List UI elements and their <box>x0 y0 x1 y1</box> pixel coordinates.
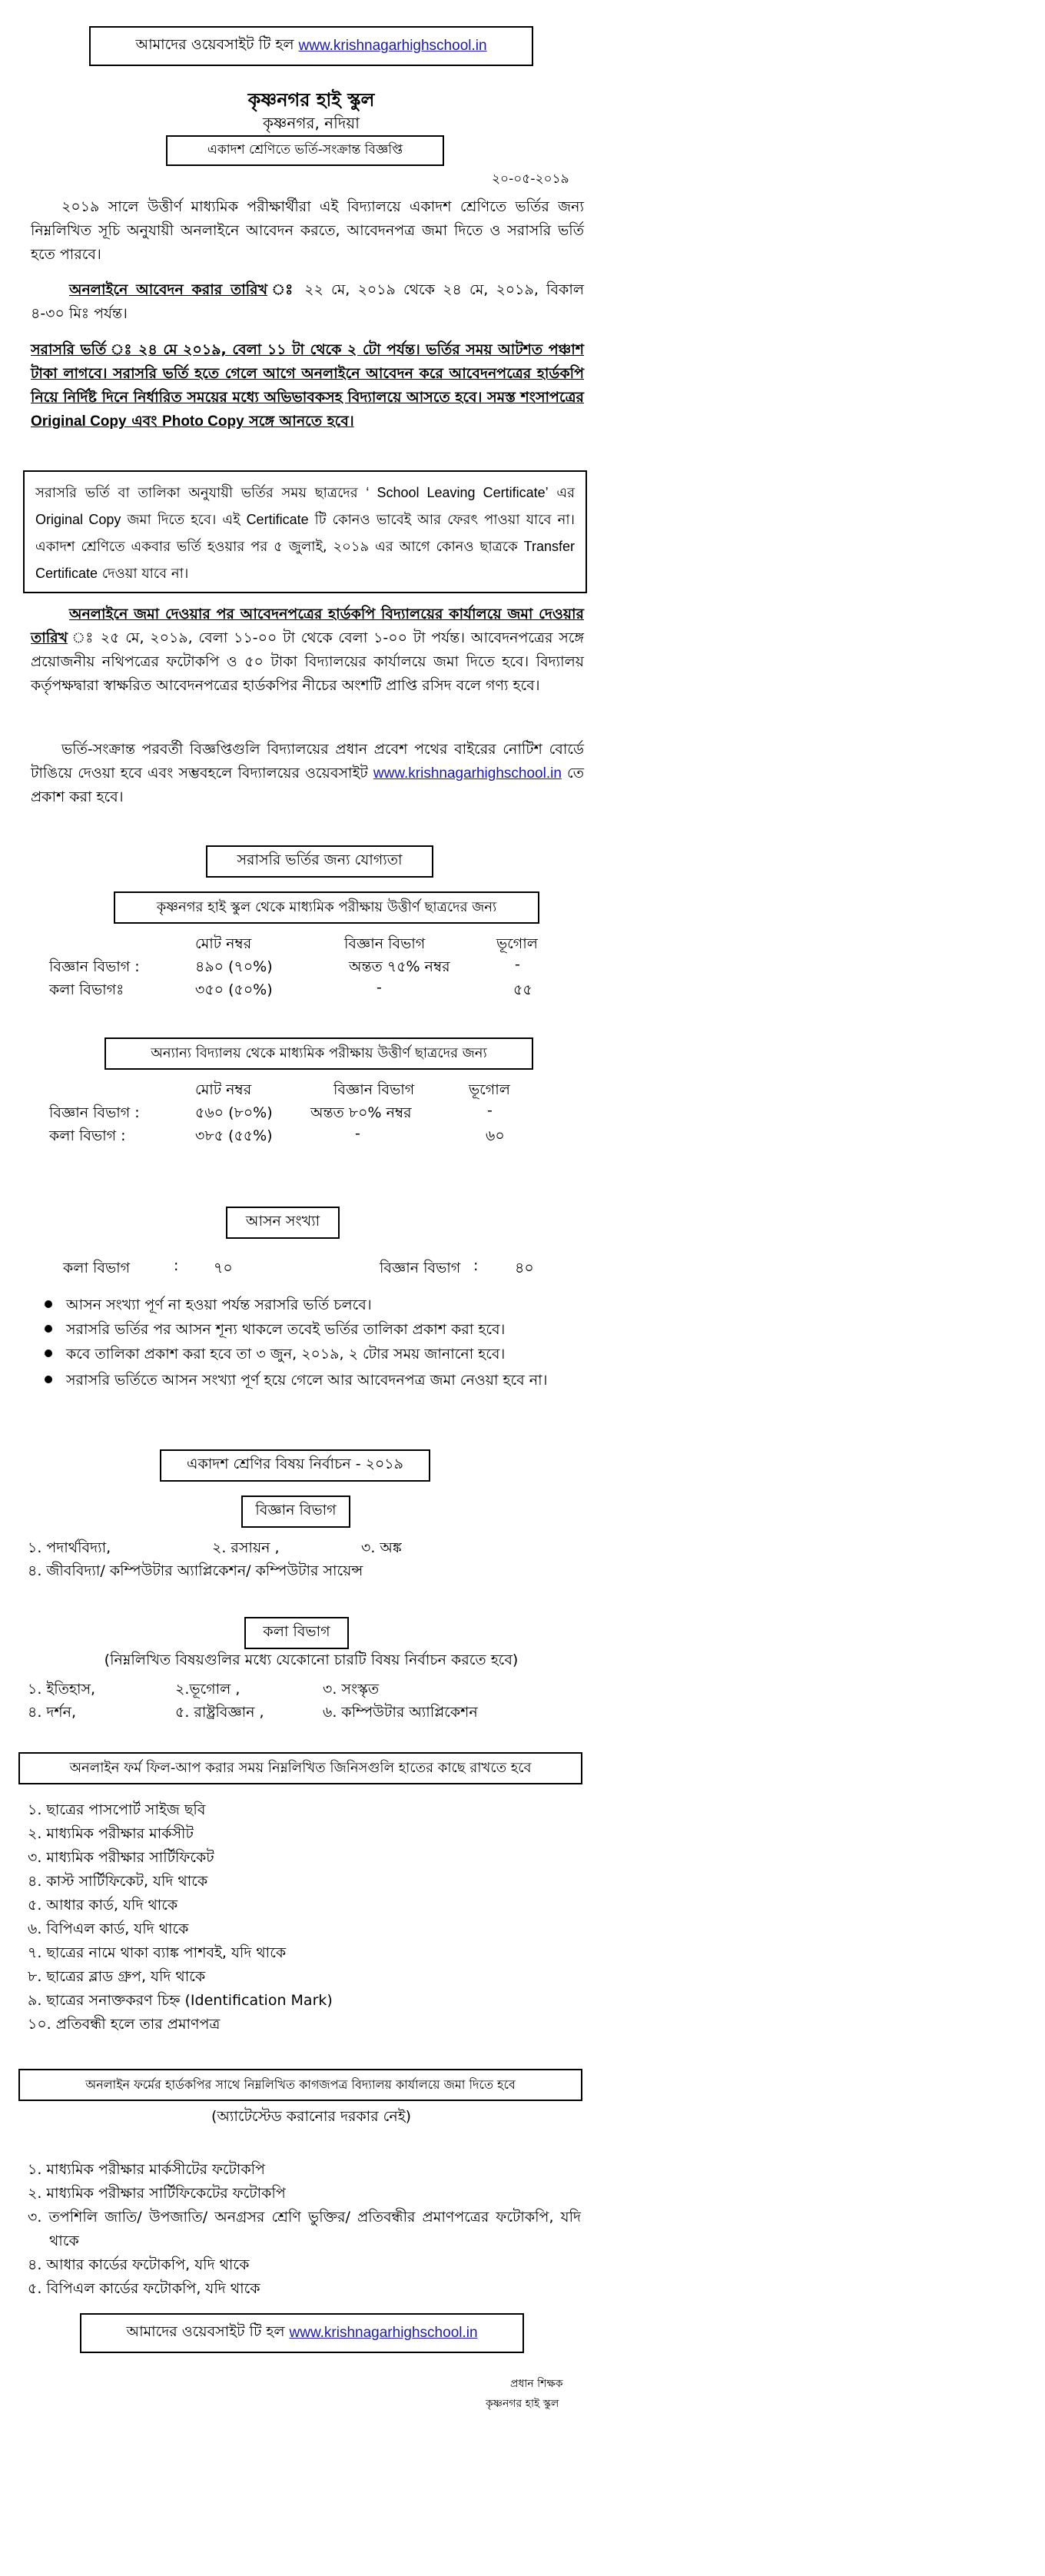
list-item: ৬. বিপিএল কার্ড, যদি থাকে <box>28 1920 189 1937</box>
arts-subject: ২.ভূগোল , <box>175 1681 241 1698</box>
boxed-notice <box>23 470 587 593</box>
list-item: ২. মাধ্যমিক পরীক্ষার সার্টিফিকেটের ফটোকপি <box>28 2185 286 2202</box>
other-row-total: ৫৬০ (৮০%) <box>195 1104 273 1121</box>
direct-admission-and: এবং <box>131 413 158 430</box>
own-header-geo: ভূগোল <box>496 935 538 952</box>
own-row-geo: ৫৫ <box>513 981 532 998</box>
other-row-geo: - <box>487 1102 493 1119</box>
intro-paragraph: ২০১৯ সালে উত্তীর্ণ মাধ্যমিক পরীক্ষার্থীরা এই বিদ্যালয়ে একাদশ শ্রেণিতে ভর্তির জন্য নিম্নলিখিত সূচি অনুযায়ী অনলাইনে আবেদন করতে, আবেদনপত্র জমা দিতে ও সরাসরি ভর্তি হতে পারবে। <box>31 198 584 263</box>
hardcopy-paragraph <box>31 603 584 698</box>
website-banner-bottom <box>80 2313 524 2353</box>
own-row-label: বিজ্ঞান বিভাগ : <box>49 958 140 975</box>
documents-title: অনলাইন ফর্মের হার্ডকপির সাথে নিম্নলিখিত কাগজপত্র বিদ্যালয় কার্যালয়ে জমা দিতে হবে <box>18 2069 582 2101</box>
other-row-label: বিজ্ঞান বিভাগ : <box>49 1104 140 1121</box>
list-item: ৪. আধার কার্ডের ফটোকপি, যদি থাকে <box>28 2256 250 2273</box>
own-row-science: - <box>377 979 382 996</box>
own-school-title: কৃষ্ণনগর হাই স্কুল থেকে মাধ্যমিক পরীক্ষায় উত্তীর্ণ ছাত্রদের জন্য <box>114 891 539 924</box>
list-item: ৪. কাস্ট সার্টিফিকেট, যদি থাকে <box>28 1873 208 1890</box>
seats-arts-label: কলা বিভাগ <box>63 1260 131 1276</box>
website-prefix: আমাদের ওয়েবসাইট টি হল <box>135 36 294 53</box>
website-link[interactable]: www.krishnagarhighschool.in <box>298 38 487 54</box>
seats-science-colon: : <box>473 1257 479 1274</box>
other-header-total: মোট নম্বর <box>195 1081 252 1098</box>
boxed-notice-p1: সরাসরি ভর্তি বা তালিকা অনুযায়ী ভর্তির সময় ছাত্রদের <box>35 485 358 501</box>
arts-subject: ৪. দর্শন, <box>28 1704 77 1721</box>
signature-title: প্রধান শিক্ষক <box>510 2378 563 2390</box>
other-row-science: - <box>355 1125 360 1142</box>
list-item: ৩. মাধ্যমিক পরীক্ষার সার্টিফিকেট <box>28 1849 214 1866</box>
subsequent-text: ভর্তি-সংক্রান্ত পরবর্তী বিজ্ঞপ্তিগুলি বিদ্যালয়ের প্রধান প্রবেশ পথের বাইরের নোটিশ বোর্ডে টাঙিয়ে দেওয়া হবে এবং সম্ভবহলে বিদ্যালয়ের ওয়েবসাইট <box>31 741 584 782</box>
own-row-total: ৩৫০ (৫০%) <box>195 981 273 998</box>
other-header-science: বিজ্ঞান বিভাগ <box>333 1081 415 1098</box>
science-subject: ২. রসায়ন , <box>212 1539 280 1556</box>
boxed-notice-orig: Original Copy <box>35 512 121 527</box>
own-header-science: বিজ্ঞান বিভাগ <box>344 935 426 952</box>
bullet-dot-icon <box>45 1325 52 1333</box>
bullet-dot-icon <box>45 1300 52 1308</box>
list-item: ১০. প্রতিবন্ধী হলে তার প্রমাণপত্র <box>28 2016 221 2033</box>
seat-bullet: কবে তালিকা প্রকাশ করা হবে তা ৩ জুন, ২০১৯, ২ টোর সময় জানানো হবে। <box>45 1343 505 1368</box>
direct-admission-paragraph <box>31 338 584 433</box>
direct-admission-text: সরাসরি ভর্তি ঃ ২৪ মে ২০১৯, বেলা ১১ টা থেকে ২ টো পর্যন্ত। ভর্তির সময় আটশত পঞ্চাশ টাকা লাগবে। সরাসরি ভর্তি হতে গেলে আগে অনলাইনে আবেদন করে আবেদনপত্রের হার্ডকপি নিয়ে নির্দিষ্ট দিনে নির্ধারিত সময়ের মধ্যে অভিভাবকসহ বিদ্যালয়ে আসতে হবে। সমস্ত শংসাপত্রের <box>31 341 584 406</box>
list-item: ৫. আধার কার্ড, যদি থাকে <box>28 1897 178 1914</box>
other-row-science: অন্তত ৮০% নম্বর <box>310 1104 412 1121</box>
seat-bullet: সরাসরি ভর্তির পর আসন শূন্য থাকলে তবেই ভর্তির তালিকা প্রকাশ করা হবে। <box>45 1319 505 1343</box>
online-apply-label: অনলাইনে আবেদন করার তারিখ <box>69 281 268 298</box>
science-subject: ১. পদার্থবিদ্যা, <box>28 1539 111 1556</box>
bullet-dot-icon <box>45 1349 52 1357</box>
seats-science-label: বিজ্ঞান বিভাগ <box>380 1260 461 1276</box>
form-fill-list <box>28 1798 333 2037</box>
science-subject-line2: ৪. জীববিদ্যা/ কম্পিউটার অ্যাপ্লিকেশন/ কম্পিউটার সায়েন্স <box>28 1562 363 1579</box>
other-row-total: ৩৮৫ (৫৫%) <box>195 1127 273 1144</box>
school-name: কৃষ্ণনগর হাই স্কুল <box>247 89 375 111</box>
boxed-notice-p5: দেওয়া যাবে না। <box>101 566 189 582</box>
other-row-label: কলা বিভাগ : <box>49 1127 126 1144</box>
own-row-science: অন্তত ৭৫% নম্বর <box>349 958 450 975</box>
boxed-notice-p4: টি কোনও ভাবেই আর ফেরৎ পাওয়া যাবে না। একাদশ শ্রেণিতে একবার ভর্তি হওয়ার পর ৫ জুলাই, ২০১৯ এর আগে কোনও ছাত্রকে <box>35 512 575 555</box>
seats-arts-colon: : <box>174 1257 179 1274</box>
school-location: কৃষ্ণনগর, নদিয়া <box>263 114 360 132</box>
own-row-label: কলা বিভাগঃ <box>49 981 124 998</box>
subsequent-link[interactable]: www.krishnagarhighschool.in <box>373 765 562 782</box>
direct-admission-photo: Photo Copy <box>162 413 244 430</box>
online-apply-colon: ঃ <box>267 281 305 298</box>
form-fill-title: অনলাইন ফর্ম ফিল-আপ করার সময় নিম্নলিখিত জিনিসগুলি হাতের কাছে রাখতে হবে <box>18 1752 582 1784</box>
list-item: ১. মাধ্যমিক পরীক্ষার মার্কসীটের ফটোকপি <box>28 2161 265 2178</box>
arts-dept-note: (নিম্নলিখিত বিষয়গুলির মধ্যে যেকোনো চারটি বিষয় নির্বাচন করতে হবে) <box>104 1651 519 1668</box>
list-item: ১. ছাত্রের পাসপোর্ট সাইজ ছবি <box>28 1801 206 1818</box>
own-header-total: মোট নম্বর <box>195 935 252 952</box>
documents-note: (অ্যাটেস্টেড করানোর দরকার নেই) <box>211 2108 412 2125</box>
website-link[interactable]: www.krishnagarhighschool.in <box>289 2325 478 2341</box>
boxed-notice-p2: এর <box>556 485 575 501</box>
list-item: ৮. ছাত্রের ব্লাড গ্রুপ, যদি থাকে <box>28 1968 206 1985</box>
eligibility-title: সরাসরি ভর্তির জন্য যোগ্যতা <box>206 845 433 878</box>
notice-date: ২০-০৫-২০১৯ <box>492 171 569 187</box>
subsequent-paragraph <box>31 738 584 809</box>
documents-list <box>28 2158 581 2301</box>
arts-subject: ৬. কম্পিউটার অ্যাপ্লিকেশন <box>323 1704 478 1721</box>
online-apply-text: ২২ মে, ২০১৯ থেকে ২৪ মে, ২০১৯, বিকাল ৪-৩০ মিঃ পর্যন্ত। <box>31 281 585 322</box>
boxed-notice-slc: ‘ School Leaving Certificate’ <box>366 485 549 500</box>
seat-bullet: সরাসরি ভর্তিতে আসন সংখ্যা পূর্ণ হয়ে গেলে আর আবেদনপত্র জমা নেওয়া হবে না। <box>45 1368 604 1393</box>
arts-dept-title: কলা বিভাগ <box>244 1617 349 1649</box>
list-item: ৩. তপশিলি জাতি/ উপজাতি/ অনগ্রসর শ্রেণি ভুক্তির/ প্রতিবন্ধীর প্রমাণপত্রের ফটোকপি, যদি থাকে <box>28 2209 581 2249</box>
other-header-geo: ভূগোল <box>469 1081 510 1098</box>
list-item: ৫. বিপিএল কার্ডের ফটোকপি, যদি থাকে <box>28 2280 260 2297</box>
seat-bullet: আসন সংখ্যা পূর্ণ না হওয়া পর্যন্ত সরাসরি ভর্তি চলবে। <box>45 1294 372 1319</box>
hardcopy-label: অনলাইনে জমা দেওয়ার পর আবেদনপত্রের হার্ডকপি বিদ্যালয়ের কার্যালয়ে জমা দেওয়ার তারিখ <box>31 606 584 646</box>
hardcopy-text: ঃ ২৫ মে, ২০১৯, বেলা ১১-০০ টা থেকে বেলা ১-০০ টা পর্যন্ত। আবেদনপত্রের সঙ্গে প্রয়োজনীয় নথিপত্রের ফটোকপি ও ৫০ টাকা বিদ্যালয়ের কার্যালয়ে জমা দিতে হবে। বিদ্যালয় কর্তৃপক্ষদ্বারা স্বাক্ষরিত আবেদনপত্রের হার্ডকপির নীচের অংশটি প্রাপ্তি রসিদ বলে গণ্য হবে। <box>31 629 584 694</box>
own-row-total: ৪৯০ (৭০%) <box>195 958 273 975</box>
signature-school: কৃষ্ণনগর হাই স্কুল <box>486 2398 559 2410</box>
subject-selection-title: একাদশ শ্রেণির বিষয় নির্বাচন - ২০১৯ <box>160 1449 430 1482</box>
boxed-notice-cert: Certificate <box>246 512 309 527</box>
list-item: ২. মাধ্যমিক পরীক্ষার মার্কসীট <box>28 1825 194 1842</box>
list-item: ৯. ছাত্রের সনাক্তকরণ চিহ্ন (Identification Mark) <box>28 1992 333 2009</box>
arts-subject: ৫. রাষ্ট্রবিজ্ঞান , <box>175 1704 264 1721</box>
other-row-geo: ৬০ <box>486 1127 505 1144</box>
boxed-notice-tc: Transfer Certificate <box>35 539 575 581</box>
boxed-notice-p3: জমা দিতে হবে। এই <box>127 512 241 528</box>
other-school-title: অন্যান্য বিদ্যালয় থেকে মাধ্যমিক পরীক্ষায় উত্তীর্ণ ছাত্রদের জন্য <box>104 1037 533 1070</box>
seats-title: আসন সংখ্যা <box>226 1207 340 1239</box>
website-prefix: আমাদের ওয়েবসাইট টি হল <box>126 2323 285 2340</box>
seats-arts-value: ৭০ <box>214 1260 233 1276</box>
website-banner-top <box>89 26 533 66</box>
bullet-dot-icon <box>45 1376 52 1383</box>
list-item: ৭. ছাত্রের নামে থাকা ব্যাঙ্ক পাশবই, যদি থাকে <box>28 1944 287 1961</box>
subsequent-end: তে প্রকাশ করা হবে। <box>31 765 584 805</box>
arts-subject: ১. ইতিহাস, <box>28 1681 96 1698</box>
arts-subject: ৩. সংস্কৃত <box>323 1681 380 1698</box>
science-subject: ৩. অঙ্ক <box>361 1539 402 1556</box>
notice-title: একাদশ শ্রেণিতে ভর্তি-সংক্রান্ত বিজ্ঞপ্তি <box>166 135 444 166</box>
direct-admission-end: সঙ্গে আনতে হবে। <box>249 413 354 430</box>
seats-science-value: ৪০ <box>515 1260 534 1276</box>
direct-admission-original: Original Copy <box>31 413 127 430</box>
science-dept-title: বিজ্ঞান বিভাগ <box>241 1495 350 1528</box>
own-row-geo: - <box>515 956 520 973</box>
online-apply-paragraph <box>31 278 584 326</box>
